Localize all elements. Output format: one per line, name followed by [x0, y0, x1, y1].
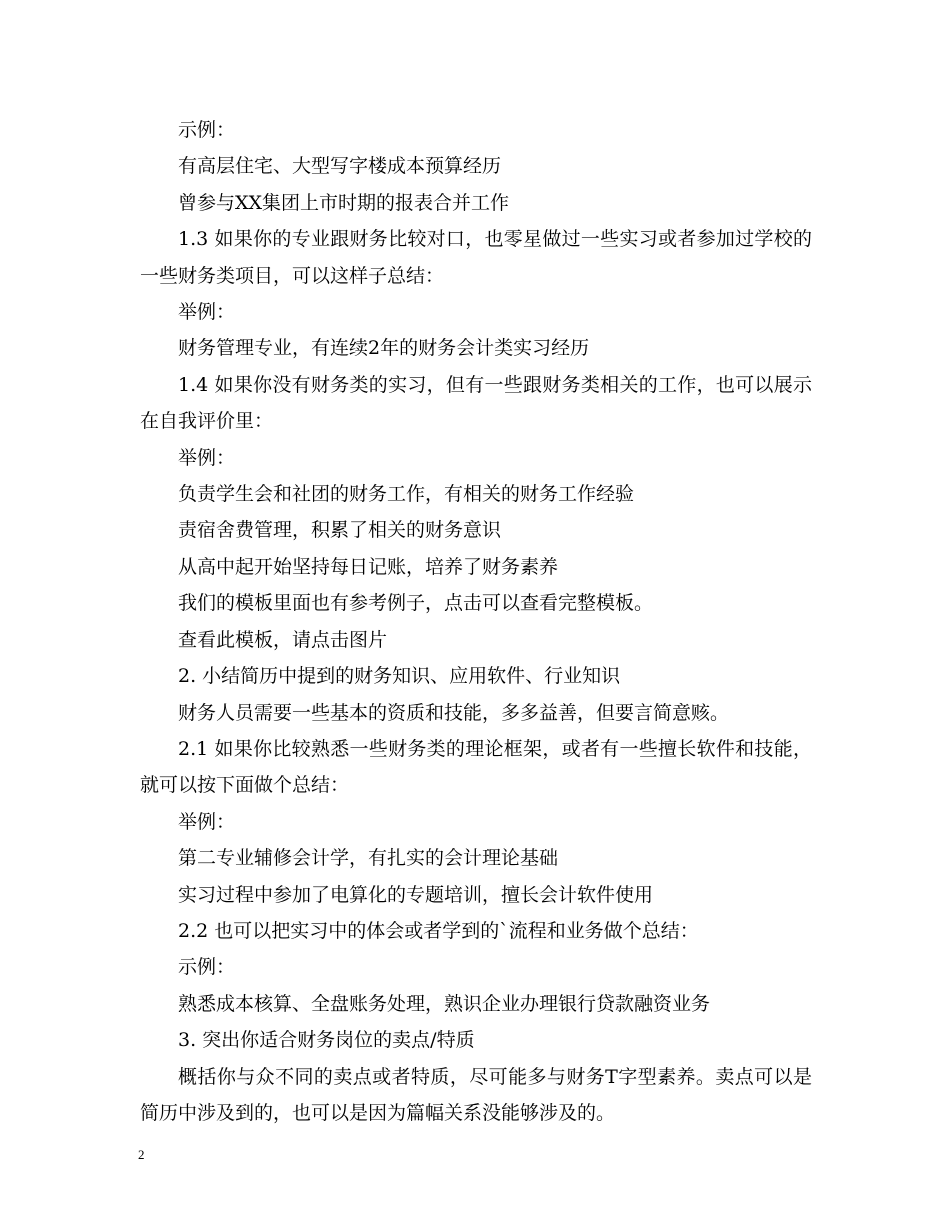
- paragraph: 从高中起开始坚持每日记账，培养了财务素养: [178, 555, 559, 578]
- page-number: 2: [138, 1147, 145, 1162]
- paragraph: 2.2 也可以把实习中的体会或者学到的`流程和业务做个总结：: [178, 919, 699, 942]
- document-body: [140, 112, 812, 1131]
- paragraph: 责宿舍费管理，积累了相关的财务意识: [178, 519, 502, 542]
- paragraph: 有高层住宅、大型写字楼成本预算经历: [178, 155, 502, 178]
- paragraph: 示例：: [178, 119, 236, 141]
- paragraph: 举例：: [178, 810, 236, 833]
- paragraph: 我们的模板里面也有参考例子，点击可以查看完整模板。: [178, 592, 654, 615]
- paragraph: 负责学生会和社团的财务工作，有相关的财务工作经验: [178, 483, 635, 506]
- paragraph: 实习过程中参加了电算化的专题培训，擅长会计软件使用: [178, 883, 654, 906]
- paragraph: 1.4 如果你没有财务类的实习，但有一些跟财务类相关的工作，也可以展示在自我评价里：: [140, 373, 812, 433]
- paragraph: 财务人员需要一些基本的资质和技能，多多益善，但要言简意赅。: [178, 701, 730, 724]
- paragraph: 举例：: [178, 301, 236, 324]
- paragraph: 查看此模板，请点击图片: [178, 628, 388, 651]
- paragraph: 2. 小结简历中提到的财务知识、应用软件、行业知识: [178, 665, 621, 688]
- paragraph: 第二专业辅修会计学，有扎实的会计理论基础: [178, 847, 559, 870]
- paragraph: 1.3 如果你的专业跟财务比较对口，也零星做过一些实习或者参加过学校的一些财务类项目，可以这样子总结：: [140, 228, 812, 287]
- paragraph: 3. 突出你适合财务岗位的卖点/特质: [178, 1029, 475, 1052]
- paragraph: 举例：: [178, 446, 236, 469]
- paragraph: 熟悉成本核算、全盘账务处理，熟识企业办理银行贷款融资业务: [178, 992, 711, 1015]
- paragraph: 2.1 如果你比较熟悉一些财务类的理论框架，或者有一些擅长软件和技能，就可以按下面做个总结：: [140, 737, 812, 797]
- paragraph: 曾参与XX集团上市时期的报表合并工作: [178, 191, 510, 214]
- paragraph: 财务管理专业，有连续2年的财务会计类实习经历: [178, 337, 590, 360]
- paragraph: 示例：: [178, 956, 236, 979]
- paragraph: 概括你与众不同的卖点或者特质，尽可能多与财务T字型素养。卖点可以是简历中涉及到的，也可以是因为篇幅关系没能够涉及的。: [140, 1065, 812, 1124]
